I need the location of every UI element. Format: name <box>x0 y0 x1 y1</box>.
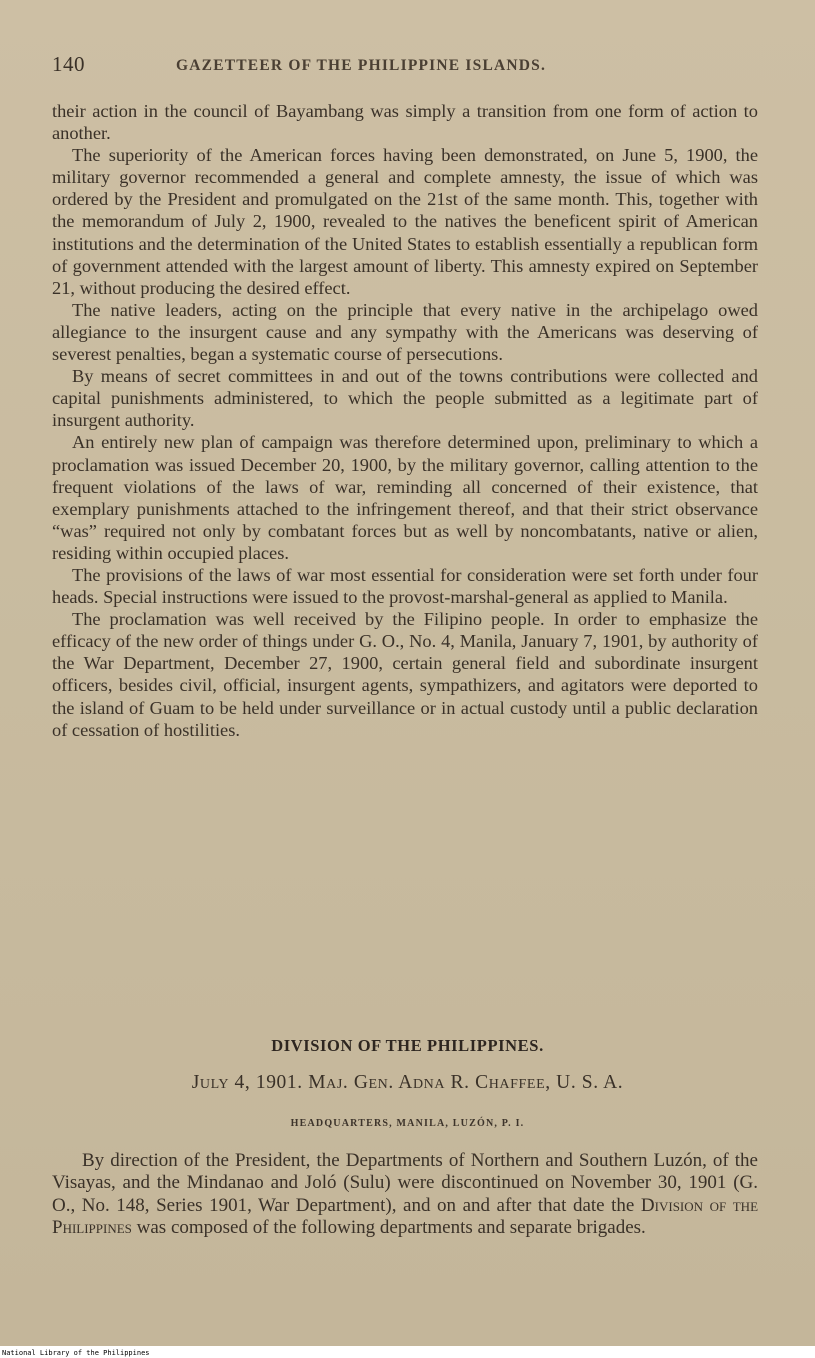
page-number: 140 <box>52 52 85 76</box>
paragraph: The native leaders, acting on the principle that every native in the archipelago owed allegiance to the insurgent cause and any sympathy with the Americans was deserving of severest penalties, began a systematic course of persecutions. <box>52 299 758 365</box>
paragraph: The provisions of the laws of war most essential for consideration were set forth under four heads. Special instructions were issued to the provost-marshal-general as applied to Manila. <box>52 564 758 608</box>
headquarters-line: HEADQUARTERS, MANILA, LUZÓN, P. I. <box>290 1118 525 1129</box>
section-body <box>52 1150 758 1239</box>
paragraph: The proclamation was well received by the Filipino people. In order to emphasize the efficacy of the new order of things under G. O., No. 4, Manila, January 7, 1901, by authority of the War Department, December 27, 1900, certain general field and subordinate insurgent officers, besides civil, official, insurgent agents, sympathizers, and agitators were deported to the island of Guam to be held under surveillance or in actual custody until a public declaration of cessation of hostilities. <box>52 609 758 740</box>
running-head: GAZETTEER OF THE PHILIPPINE ISLANDS. <box>176 57 547 74</box>
body-text <box>52 100 758 741</box>
library-credit: National Library of the Philippines <box>2 1349 150 1357</box>
division-name: Division of the Philippines <box>52 1194 759 1238</box>
page-header <box>52 52 763 82</box>
section-dateline: July 4, 1901. Maj. Gen. Adna R. Chaffee, U. S. A. <box>191 1072 624 1093</box>
paragraph: their action in the council of Bayambang was simply a transition from one form of action to another. <box>52 101 758 144</box>
paragraph-end: was composed of the following departments and separate brigades. <box>136 1216 646 1238</box>
paragraph <box>52 1150 758 1239</box>
paragraph: The superiority of the American forces having been demonstrated, on June 5, 1900, the military governor recommended a general and complete amnesty, the issue of which was ordered by the President and promulgated on the 21st of the same month. This, together with the memorandum of July 2, 1900, revealed to the natives the beneficent spirit of American institutions and the determination of the United States to establish essentially a republican form of government attended with the largest amount of liberty. This amnesty expired on September 21, without producing the desired effect. <box>52 145 758 298</box>
paragraph-start: By direction of the President, the Departments of Northern and Southern Luzón, of the Visayas, and the Mindanao and Joló (Sulu) were discontinued on November 30, 1901 (G. O., No. 148, Series 1901, War Department), and on and after that date the <box>52 1150 758 1216</box>
section-title: DIVISION OF THE PHILIPPINES. <box>271 1036 544 1055</box>
paragraph: By means of secret committees in and out of the towns contributions were collected and capital punishments administered, to which the people submitted as a legitimate part of insurgent authority. <box>52 366 758 431</box>
paragraph: An entirely new plan of campaign was therefore determined upon, preliminary to which a proclamation was issued December 20, 1900, by the military governor, calling attention to the frequent violations of the laws of war, reminding all concerned of their existence, that exemplary punishments attached to the infringement thereof, and that their strict observance “was” required not only by combatant forces but as well by noncombatants, native or alien, residing within occupied places. <box>52 432 758 563</box>
